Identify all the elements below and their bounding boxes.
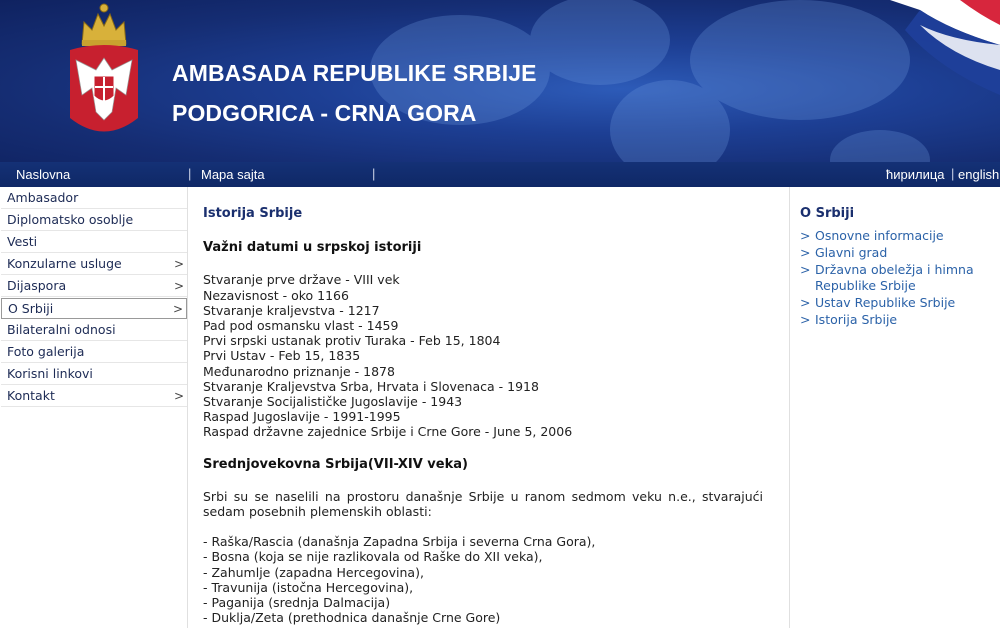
menu-item-label: Dijaspora bbox=[7, 278, 67, 293]
date-entry: Raspad Jugoslavije - 1991-1995 bbox=[203, 409, 401, 425]
chevron-right-icon: > bbox=[800, 262, 811, 277]
regions-list bbox=[203, 534, 763, 625]
top-navigation bbox=[0, 162, 1000, 187]
menu-item-vesti[interactable] bbox=[1, 232, 187, 253]
chevron-right-icon: > bbox=[800, 228, 811, 243]
chevron-right-icon: > bbox=[800, 245, 811, 260]
region-entry: - Travunija (istočna Hercegovina), bbox=[203, 579, 414, 595]
menu-item-o-srbiji[interactable] bbox=[1, 298, 187, 319]
lang-english-link[interactable]: english bbox=[958, 167, 1000, 182]
date-entry: Stvaranje kraljevstva - 1217 bbox=[203, 302, 380, 318]
nav-sitemap-link[interactable]: Mapa sajta bbox=[201, 167, 265, 182]
region-entry: - Paganija (srednja Dalmacija) bbox=[203, 595, 391, 611]
menu-item-label: O Srbiji bbox=[8, 301, 54, 316]
sidebar-link-label: Državna obeležja i himna Republike Srbije bbox=[815, 262, 974, 293]
date-entry: Prvi srpski ustanak protiv Turaka - Feb 15, 1804 bbox=[203, 333, 501, 349]
chevron-right-icon: > bbox=[173, 279, 184, 293]
region-entry: - Duklja/Zeta (prethodnica današnje Crne Gore) bbox=[203, 610, 501, 626]
sidebar-title: O Srbiji bbox=[800, 206, 855, 221]
dates-heading: Važni datumi u srpskoj istoriji bbox=[203, 240, 422, 256]
lang-separator: | bbox=[951, 166, 955, 181]
left-sidebar-menu bbox=[0, 187, 187, 407]
chevron-right-icon: > bbox=[800, 295, 811, 310]
date-entry: Pad pod osmansku vlast - 1459 bbox=[203, 318, 399, 334]
sidebar-link-istorija-srbije[interactable] bbox=[800, 312, 995, 328]
menu-item-bilateralni-odnosi[interactable] bbox=[1, 320, 187, 341]
region-entry: - Raška/Rascia (današnja Zapadna Srbija i severna Crna Gora), bbox=[203, 534, 596, 550]
menu-item-label: Diplomatsko osoblje bbox=[7, 212, 134, 227]
nav-separator: | bbox=[188, 166, 192, 181]
menu-item-dijaspora[interactable] bbox=[1, 276, 187, 297]
menu-item-label: Foto galerija bbox=[7, 344, 85, 359]
date-entry: Stvaranje Socijalističke Jugoslavije - 1943 bbox=[203, 394, 463, 410]
sidebar-link-label: Osnovne informacije bbox=[815, 228, 944, 243]
date-entry: Stvaranje prve države - VIII vek bbox=[203, 272, 400, 288]
menu-item-konzularne-usluge[interactable] bbox=[1, 254, 187, 275]
menu-item-label: Ambasador bbox=[7, 190, 79, 205]
chevron-right-icon: > bbox=[800, 312, 811, 327]
site-header bbox=[0, 0, 1000, 162]
date-entry: Međunarodno priznanje - 1878 bbox=[203, 363, 395, 379]
date-entry: Stvaranje Kraljevstva Srba, Hrvata i Slovenaca - 1918 bbox=[203, 378, 539, 394]
menu-item-diplomatsko-osoblje[interactable] bbox=[1, 210, 187, 231]
menu-item-foto-galerija[interactable] bbox=[1, 342, 187, 363]
site-title bbox=[172, 53, 537, 133]
menu-item-label: Kontakt bbox=[7, 388, 55, 403]
sidebar-link-osnovne-informacije[interactable] bbox=[800, 228, 995, 244]
page-title: Istorija Srbije bbox=[203, 206, 303, 221]
coat-of-arms-logo bbox=[66, 0, 142, 145]
region-entry: - Bosna (koja se nije razlikovala od Raške do XII veka), bbox=[203, 549, 543, 565]
date-entry: Nezavisnost - oko 1166 bbox=[203, 287, 349, 303]
menu-item-label: Konzularne usluge bbox=[7, 256, 122, 271]
date-entry: Raspad državne zajednice Srbije i Crne Gore - June 5, 2006 bbox=[203, 424, 573, 440]
main-content bbox=[187, 187, 789, 628]
nav-home-link[interactable]: Naslovna bbox=[16, 167, 71, 182]
medieval-heading: Srednjovekovna Srbija(VII-XIV veka) bbox=[203, 456, 468, 472]
site-title-line-2: PODGORICA - CRNA GORA bbox=[172, 100, 477, 126]
region-entry: - Zahumlje (zapadna Hercegovina), bbox=[203, 564, 424, 580]
menu-item-korisni-linkovi[interactable] bbox=[1, 364, 187, 385]
sidebar-links bbox=[800, 228, 995, 329]
sidebar-link-glavni-grad[interactable] bbox=[800, 245, 995, 261]
sidebar-link-label: Glavni grad bbox=[815, 245, 888, 260]
site-title-line-1: AMBASADA REPUBLIKE SRBIJE bbox=[172, 60, 537, 86]
chevron-right-icon: > bbox=[172, 302, 183, 316]
sidebar-link-label: Istorija Srbije bbox=[815, 312, 898, 327]
nav-separator: | bbox=[372, 166, 376, 181]
menu-item-label: Vesti bbox=[7, 234, 38, 249]
right-sidebar bbox=[789, 187, 1000, 628]
chevron-right-icon: > bbox=[173, 257, 184, 271]
dates-list bbox=[203, 272, 763, 439]
medieval-intro-paragraph: Srbi su se naselili na prostoru današnje Srbije u ranom sedmom veku n.e., stvarajući sedam posebnih plemenskih oblasti: bbox=[203, 488, 763, 520]
serbian-flag-ribbon bbox=[800, 0, 1000, 162]
menu-item-label: Korisni linkovi bbox=[7, 366, 93, 381]
date-entry: Prvi Ustav - Feb 15, 1835 bbox=[203, 348, 361, 364]
sidebar-link-label: Ustav Republike Srbije bbox=[815, 295, 956, 310]
menu-item-kontakt[interactable] bbox=[1, 386, 187, 407]
sidebar-link-drzavna-obelezja[interactable] bbox=[800, 262, 995, 294]
sidebar-link-ustav[interactable] bbox=[800, 295, 995, 311]
menu-item-label: Bilateralni odnosi bbox=[7, 322, 116, 337]
lang-cyrillic-link[interactable]: ћирилица bbox=[886, 167, 945, 182]
chevron-right-icon: > bbox=[173, 389, 184, 403]
menu-item-ambasador[interactable] bbox=[1, 188, 187, 209]
